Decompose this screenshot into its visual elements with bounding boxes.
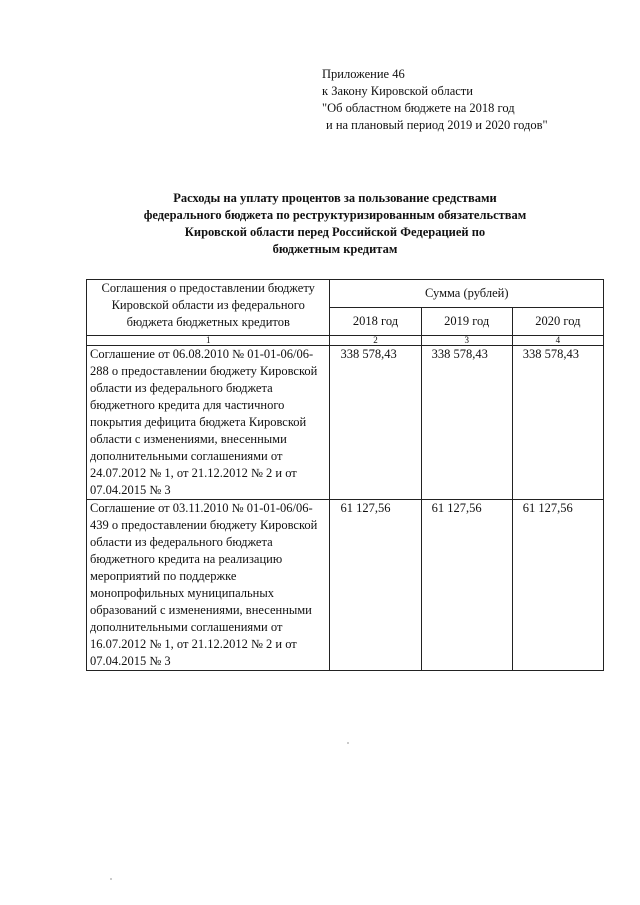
amount-2019: 338 578,43 bbox=[421, 346, 512, 500]
col-number-1: 1 bbox=[87, 336, 330, 346]
header-year-2019: 2019 год bbox=[421, 308, 512, 336]
appendix-line-2: к Закону Кировской области bbox=[322, 84, 473, 98]
header-year-2020: 2020 год bbox=[512, 308, 603, 336]
col-number-3: 3 bbox=[421, 336, 512, 346]
appendix-line-4: и на плановый период 2019 и 2020 годов" bbox=[326, 118, 548, 132]
agreement-description: Соглашение от 03.11.2010 № 01-01-06/06-439 о предоставлении бюджету Кировской области из федерального бюджета бюджетного кредита на реализацию мероприятий по поддержке монопрофильных муниципальных образований с изменениями, внесенными дополнительными соглашениями от 16.07.2012 № 1, от 21.12.2012 № 2 и от 07.04.2015 № 3 bbox=[87, 500, 330, 671]
appendix-line-1: Приложение 46 bbox=[322, 67, 405, 81]
col-number-4: 4 bbox=[512, 336, 603, 346]
amount-2019: 61 127,56 bbox=[421, 500, 512, 671]
table-row bbox=[87, 346, 604, 500]
col-number-2: 2 bbox=[330, 336, 421, 346]
document-title bbox=[100, 190, 570, 258]
scan-speck bbox=[347, 742, 349, 744]
header-year-2018: 2018 год bbox=[330, 308, 421, 336]
amount-2018: 338 578,43 bbox=[330, 346, 421, 500]
table-row bbox=[87, 500, 604, 671]
scan-speck bbox=[110, 878, 112, 880]
agreement-description: Соглашение от 06.08.2010 № 01-01-06/06-288 о предоставлении бюджету Кировской области из федерального бюджета бюджетного кредита для частичного покрытия дефицита бюджета Кировской области с изменениями, внесенными дополнительными соглашениями от 24.07.2012 № 1, от 21.12.2012 № 2 и от 07.04.2015 № 3 bbox=[87, 346, 330, 500]
header-sum: Сумма (рублей) bbox=[330, 280, 604, 308]
appendix-line-3: "Об областном бюджете на 2018 год bbox=[322, 101, 515, 115]
amount-2020: 61 127,56 bbox=[512, 500, 603, 671]
amount-2018: 61 127,56 bbox=[330, 500, 421, 671]
amount-2020: 338 578,43 bbox=[512, 346, 603, 500]
title-line-3: Кировской области перед Российской Федерацией по bbox=[184, 225, 486, 239]
title-line-4: бюджетным кредитам bbox=[272, 242, 398, 256]
budget-table bbox=[86, 279, 604, 671]
appendix-note bbox=[322, 66, 622, 134]
title-line-2: федерального бюджета по реструктуризированным обязательствам bbox=[143, 208, 527, 222]
header-agreements: Соглашения о предоставлении бюджету Кировской области из федерального бюджета бюджетных кредитов bbox=[87, 280, 330, 336]
title-line-1: Расходы на уплату процентов за пользование средствами bbox=[173, 191, 497, 205]
